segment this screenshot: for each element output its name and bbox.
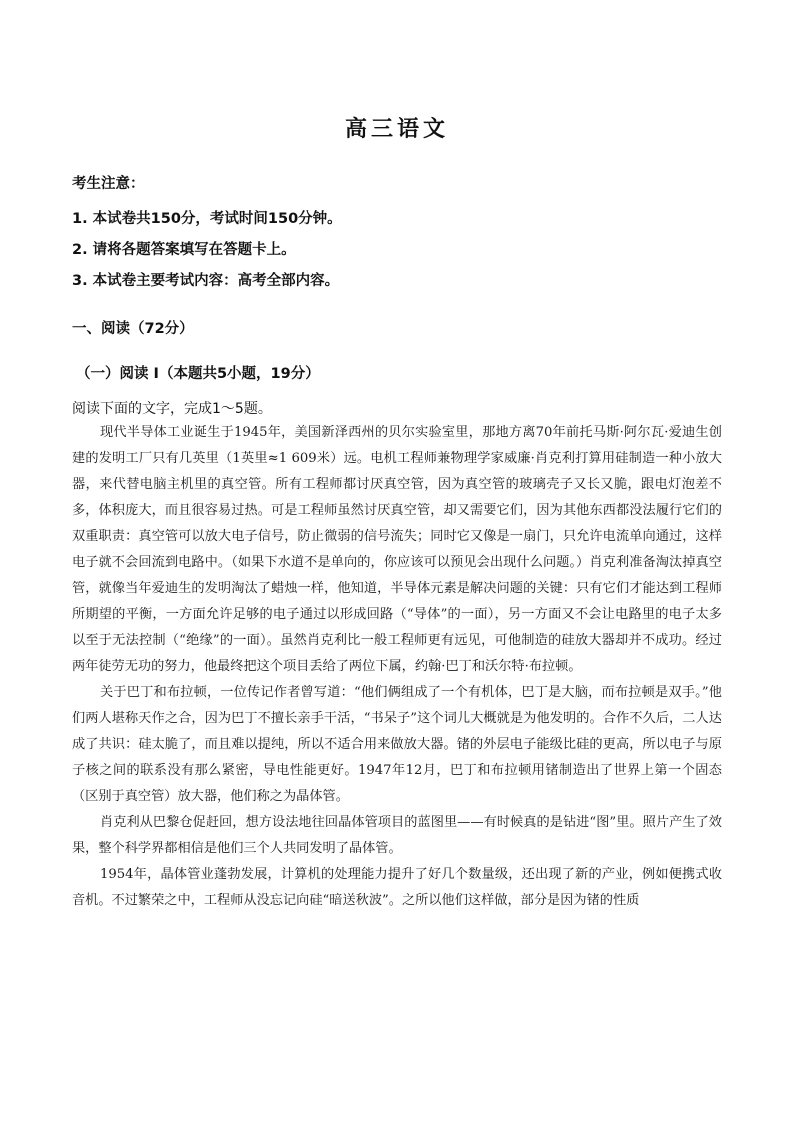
reading-instruction: 阅读下面的文字，完成1～5题。 — [72, 401, 272, 417]
section-heading: 一、阅读（72分） — [72, 321, 194, 337]
notice-item: 2. 请将各题答案填写在答题卡上。 — [72, 242, 296, 258]
notice-item: 3. 本试卷主要考试内容：高考全部内容。 — [72, 273, 340, 289]
notice-heading: 考生注意： — [72, 176, 145, 192]
reading-passage — [72, 420, 722, 914]
passage-paragraph: 现代半导体工业诞生于1945年，美国新泽西州的贝尔实验室里，那地方离70年前托马斯·阿尔瓦·爱迪生创建的发明工厂只有几英里（1英里≈1 609米）远。电机工程师兼物理学家威廉·肖克利打算用硅制造一种小放大器，来代替电脑主机里的真空管。所有工程师都讨厌真空管，因为真空管的玻璃壳子又长又脆，跟电灯泡差不多，体积庞大，而且很容易过热。可是工程师虽然讨厌真空管，却又需要它们，因为其他东西都没法履行它们的双重职责：真空管可以放大电子信号，防止微弱的信号流失；同时它又像是一扇门，只允许电流单向通过，这样电子就不会回流到电路中。（如果下水道不是单向的，你应该可以预见会出现什么问题。）肖克利准备淘汰掉真空管，就像当年爱迪生的发明淘汰了蜡烛一样，他知道，半导体元素是解决问题的关键：只有它们才能达到工程师所期望的平衡，一方面允许足够的电子通过以形成回路（“导体”的一面），另一方面又不会让电路里的电子太多以至于无法控制（“绝缘”的一面）。虽然肖克利比一般工程师更有远见，可他制造的硅放大器却并不成功。经过两年徒劳无功的努力，他最终把这个项目丢给了两位下属，约翰·巴丁和沃尔特·布拉顿。 — [72, 425, 722, 674]
passage-paragraph: 1954年，晶体管业蓬勃发展，计算机的处理能力提升了好几个数量级，还出现了新的产业，例如便携式收音机。不过繁荣之中，工程师从没忘记向硅“暗送秋波”。之所以他们这样做，部分是因为锗的性质 — [72, 867, 722, 908]
notice-item: 1. 本试卷共150分，考试时间150分钟。 — [72, 211, 342, 227]
passage-paragraph: 肖克利从巴黎仓促赶回，想方设法地往回晶体管项目的蓝图里——有时候真的是钻进“图”里。照片产生了效果，整个科学界都相信是他们三个人共同发明了晶体管。 — [72, 815, 722, 856]
subsection-heading: （一）阅读 I（本题共5小题，19分） — [76, 366, 320, 382]
page-title: 高三语文 — [344, 116, 449, 142]
passage-paragraph: 关于巴丁和布拉顿，一位传记作者曾写道：“他们俩组成了一个有机体，巴丁是大脑，而布拉顿是双手。”他们两人堪称天作之合，因为巴丁不擅长亲手干活，“书呆子”这个词儿大概就是为他发明的。合作不久后，二人达成了共识：硅太脆了，而且难以提纯，所以不适合用来做放大器。锗的外层电子能级比硅的更高，所以电子与原子核之间的联系没有那么紧密，导电性能更好。1947年12月，巴丁和布拉顿用锗制造出了世界上第一个固态（区别于真空管）放大器，他们称之为晶体管。 — [72, 685, 722, 804]
